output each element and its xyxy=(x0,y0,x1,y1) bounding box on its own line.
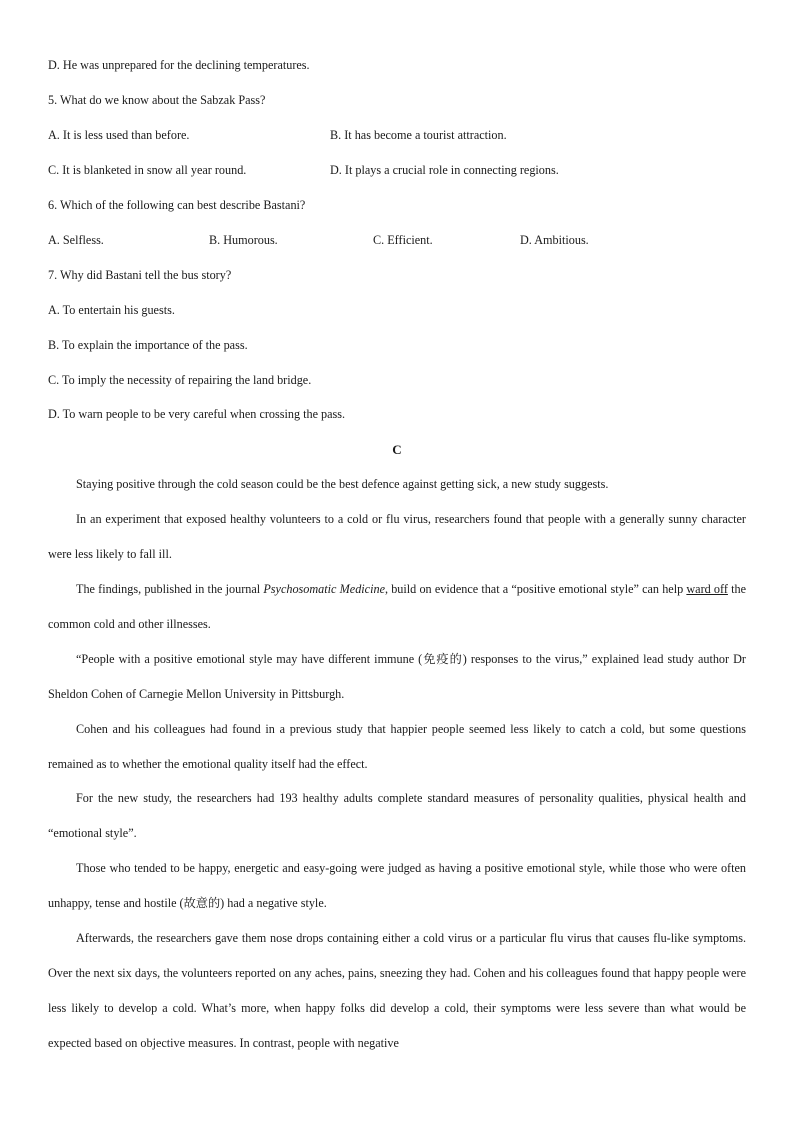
passage-paragraph-8: Afterwards, the researchers gave them nose drops containing either a cold virus or a particular flu virus that causes flu-like symptoms. Over the next six days, the volunteers reported on any aches, pains, sneezing they had. Cohen and his colleagues found that happy people were less likely to develop a cold. What’s more, when happy folks did develop a cold, their symptoms were less severe than what would be expected based on objective measures. In contrast, people with negative xyxy=(48,931,746,1050)
passage-paragraph-7: Those who tended to be happy, energetic and easy-going were judged as having a positive emotional style, while those who were often unhappy, tense and hostile (故意的) had a negative style. xyxy=(48,861,746,910)
q7-option-b: B. To explain the importance of the pass. xyxy=(48,338,248,352)
passage-paragraph-3 xyxy=(48,572,746,642)
passage-paragraph-6: For the new study, the researchers had 193 healthy adults complete standard measures of personality qualities, physical health and “emotional style”. xyxy=(48,791,746,840)
q6-question: 6. Which of the following can best describe Bastani? xyxy=(48,198,306,212)
section-heading: C xyxy=(392,442,402,457)
underlined-phrase: ward off xyxy=(686,582,728,596)
paragraph-3-text-middle: , build on evidence that a “positive emotional style” can help xyxy=(384,582,687,596)
passage-paragraph-4: “People with a positive emotional style may have different immune (免疫的) responses to the virus,” explained lead study author Dr Sheldon Cohen of Carnegie Mellon University in Pittsburgh. xyxy=(48,652,746,701)
q6-option-b: B. Humorous. xyxy=(209,233,278,247)
q6-option-a: A. Selfless. xyxy=(48,233,104,247)
q4-option-d: D. He was unprepared for the declining temperatures. xyxy=(48,58,310,72)
q5-option-c: C. It is blanketed in snow all year round. xyxy=(48,163,247,177)
q6-option-c: C. Efficient. xyxy=(373,233,433,247)
q5-option-d: D. It plays a crucial role in connecting regions. xyxy=(330,163,559,177)
paragraph-3-text-before: The findings, published in the journal xyxy=(76,582,264,596)
passage-paragraph-2: In an experiment that exposed healthy volunteers to a cold or flu virus, researchers found that people with a generally sunny character were less likely to fall ill. xyxy=(48,512,746,561)
q5-option-b: B. It has become a tourist attraction. xyxy=(330,128,507,142)
q5-option-a: A. It is less used than before. xyxy=(48,128,190,142)
q7-option-c: C. To imply the necessity of repairing the land bridge. xyxy=(48,373,312,387)
q7-option-d: D. To warn people to be very careful when crossing the pass. xyxy=(48,407,346,421)
paragraph-3-text-after: the common cold and other illnesses. xyxy=(48,582,746,631)
q6-option-d: D. Ambitious. xyxy=(520,233,589,247)
q5-question: 5. What do we know about the Sabzak Pass? xyxy=(48,93,266,107)
passage-paragraph-1: Staying positive through the cold season could be the best defence against getting sick, a new study suggests. xyxy=(76,477,609,491)
passage-paragraph-5: Cohen and his colleagues had found in a previous study that happier people seemed less likely to catch a cold, but some questions remained as to whether the emotional quality itself had the effect. xyxy=(48,722,746,771)
q7-option-a: A. To entertain his guests. xyxy=(48,303,175,317)
q7-question: 7. Why did Bastani tell the bus story? xyxy=(48,268,232,282)
journal-name: Psychosomatic Medicine xyxy=(263,582,385,596)
